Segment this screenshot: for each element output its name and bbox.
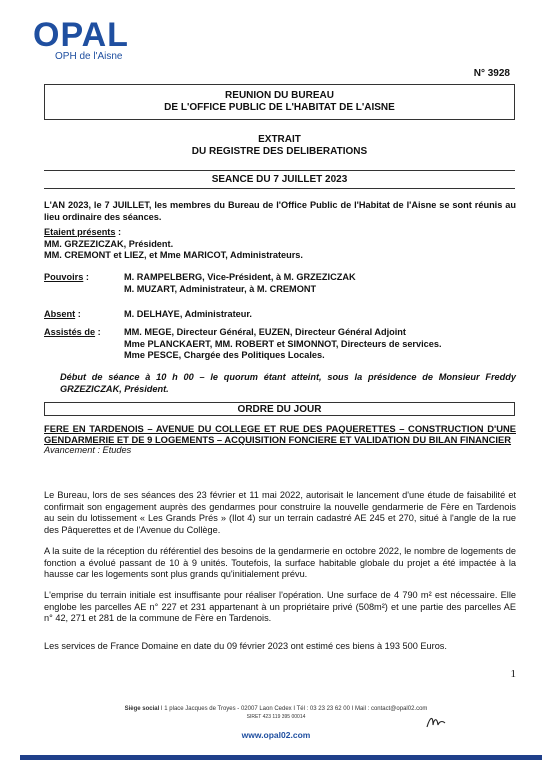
assistes-label: Assistés de	[44, 327, 96, 337]
meeting-header-box	[44, 84, 515, 120]
meeting-header-line2: DE L'OFFICE PUBLIC DE L'HABITAT DE L'AISNE	[164, 102, 395, 113]
footer-color-bar	[20, 755, 542, 760]
agenda-item-title: FERE EN TARDENOIS – AVENUE DU COLLEGE ET RUE DES PAQUERETTES – CONSTRUCTION D'UNE GENDARMERIE ET DE 9 LOGEMENTS – ACQUISITION FONCIERE ET VALIDATION DU BILAN FINANCIER	[44, 423, 516, 445]
absent-label: Absent	[44, 309, 76, 319]
present-line2: MM. CREMONT et LIEZ, et Mme MARICOT, Administrateurs.	[44, 250, 303, 260]
pouvoirs-line1: M. RAMPELBERG, Vice-Président, à M. GRZEZICZAK	[124, 272, 356, 282]
page-number: 1	[510, 668, 516, 680]
agenda-title: ORDRE DU JOUR	[237, 404, 322, 415]
agenda-item-status: Avancement : Etudes	[44, 445, 132, 455]
absent-section: Absent : M. DELHAYE, Administrateur.	[44, 309, 252, 319]
footer-address	[0, 705, 552, 721]
paragraph-2: A la suite de la réception du référentiel des besoins de la gendarmerie en octobre 2022, le nombre de logements de fonction a évolué passant de 10 à 9 unités. Toutefois, la surface habitable globale du projet a été impactée à la hausse car les logements sont plus grands qu'initialement prévu.	[44, 546, 516, 579]
footer-siret: SIRET 423 119 395 00014	[246, 714, 306, 720]
paragraph-4: Les services de France Domaine en date du 09 février 2023 ont estimé ces biens à 193 500 Euros.	[44, 641, 447, 651]
present-label: Etaient présents	[44, 227, 116, 237]
assistes-line1: MM. MEGE, Directeur Général, EUZEN, Directeur Général Adjoint	[124, 327, 406, 337]
meeting-header-line1: REUNION DU BUREAU	[225, 90, 334, 101]
paragraph-1: Le Bureau, lors de ses séances des 23 février et 11 mai 2022, autorisait le lancement d'une étude de faisabilité et confirmait son engagement auprès des gendarmes pour construire la nouvelle gendarmerie de Fère en Tardenois au sein du lotissement « Les Grands Prés » (Ilot 4) sur un terrain cadastré AE 245 et 270, situé à l'angle de la rue des Pâquerettes et de l'Avenue du Collège.	[44, 490, 516, 535]
assistes-line2: Mme PLANCKAERT, MM. ROBERT et SIMONNOT, Directeurs de services.	[124, 338, 442, 349]
agenda-item	[44, 423, 516, 457]
assistes-section: Assistés de : MM. MEGE, Directeur Général, EUZEN, Directeur Général Adjoint Mme PLANCKAERT, MM. ROBERT et SIMONNOT, Directeurs de services. Mme PESCE, Chargée des Politiques Locales.	[44, 327, 442, 360]
extract-line1: EXTRAIT	[258, 134, 301, 145]
logo-subtitle: OPH de l'Aisne	[55, 51, 123, 62]
present-line1: MM. GRZEZICZAK, Président.	[44, 238, 174, 249]
agenda-box	[44, 402, 515, 416]
footer-website-link[interactable]: www.opal02.com	[241, 730, 311, 740]
intro-paragraph: L'AN 2023, le 7 JUILLET, les membres du Bureau de l'Office Public de l'Habitat de l'Aisne se sont réunis au lieu ordinaire des séances.	[44, 200, 516, 222]
extract-header	[44, 134, 515, 158]
session-start-note: Début de séance à 10 h 00 – le quorum étant atteint, sous la présidence de Monsieur Freddy GRZEZICZAK, Président.	[60, 372, 516, 394]
signature-mark	[425, 713, 447, 731]
pouvoirs-label: Pouvoirs	[44, 272, 84, 282]
logo-wordmark: OPAL	[33, 16, 129, 54]
absent-line1: M. DELHAYE, Administrateur.	[124, 309, 252, 319]
present-section: Etaient présents : MM. GRZEZICZAK, Président. MM. CREMONT et LIEZ, et Mme MARICOT, Administrateurs.	[44, 227, 516, 262]
extract-line2: DU REGISTRE DES DELIBERATIONS	[191, 146, 368, 157]
footer-address-line: I 1 place Jacques de Troyes - 02007 Laon Cedex I Tél : 03 23 23 62 00 I Mail : contact@opal02.com	[159, 706, 428, 712]
assistes-line3: Mme PESCE, Chargée des Politiques Locales.	[124, 350, 325, 360]
opal-logo	[33, 18, 143, 78]
paragraph-3: L'emprise du terrain initiale est insuffisante pour réaliser l'opération. Une surface de 4 790 m² est nécessaire. Elle englobe les parcelles AE n° 227 et 231 appartenant à un propriétaire privé (508m²) et une partie des parcelles AE n° 42, 271 et 281 de la commune de Fère en Tardenois.	[44, 590, 516, 623]
pouvoirs-section: Pouvoirs : M. RAMPELBERG, Vice-Président, à M. GRZEZICZAK M. MUZART, Administrateur, à M. CREMONT	[44, 272, 356, 294]
document-number: N° 3928	[473, 68, 510, 79]
footer-head-office-label: Siège social	[124, 706, 160, 712]
session-date-box	[44, 170, 515, 189]
pouvoirs-line2: M. MUZART, Administrateur, à M. CREMONT	[124, 283, 317, 294]
session-date: SEANCE DU 7 JUILLET 2023	[211, 174, 348, 185]
